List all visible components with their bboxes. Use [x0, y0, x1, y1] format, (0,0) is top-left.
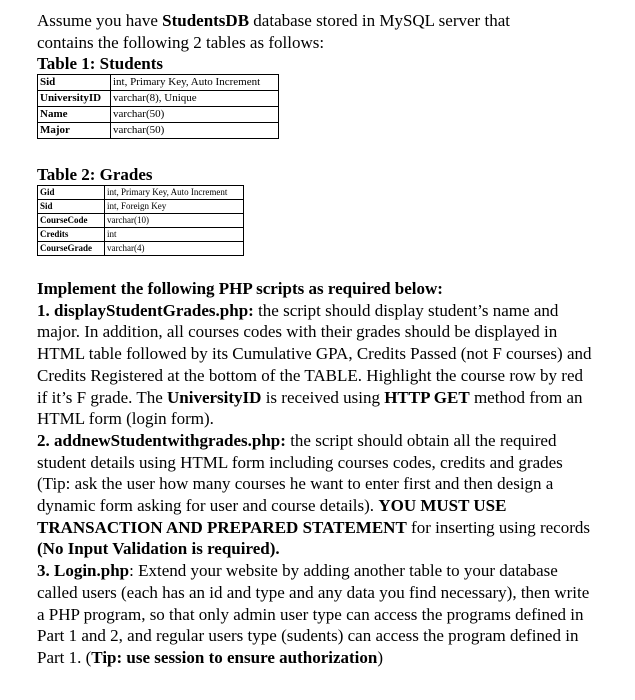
field-type: int, Primary Key, Auto Increment [105, 186, 244, 200]
item2-bold: YOU MUST USE TRANSACTION AND PREPARED STATEMENT [37, 496, 507, 537]
field-type: varchar(50) [111, 107, 279, 123]
spacer [37, 256, 617, 278]
intro-paragraph [37, 10, 567, 54]
item1-bold: HTTP GET [384, 387, 470, 407]
item1-text: the script should display student’s name and major. In addition, all courses codes with their grades should be displayed in HTML table followed by its Cumulative GPA, Credits Passed (not F courses) and Credits Registered at the bottom of the TABLE. Highlight the course row by red if it’s F grade. The [37, 300, 592, 407]
field-type: varchar(4) [105, 242, 244, 256]
field-type: varchar(50) [111, 123, 279, 139]
field-name: Name [38, 107, 111, 123]
field-name: Major [38, 123, 111, 139]
field-name: Gid [38, 186, 105, 200]
task-heading-text: Implement the following PHP scripts as required below: [37, 279, 443, 298]
table-row [38, 186, 244, 200]
field-type: varchar(8), Unique [111, 91, 279, 107]
field-type: varchar(10) [105, 214, 244, 228]
task-heading [37, 278, 597, 300]
field-name: CourseCode [38, 214, 105, 228]
table-row [38, 123, 279, 139]
item2-label: 2. addnewStudentwithgrades.php: [37, 430, 286, 450]
item1-text: is received using [261, 387, 385, 407]
field-name: UniversityID [38, 91, 111, 107]
item3-bold: Tip: use session to ensure authorization [91, 647, 378, 667]
intro-text: Assume you have [37, 11, 163, 30]
spacer [37, 139, 617, 165]
document-page [37, 10, 617, 669]
table1-caption: Table 1: Students [37, 54, 163, 73]
item2-text: for inserting using records [406, 517, 590, 537]
database-name: StudentsDB [162, 11, 250, 30]
field-type: int [105, 228, 244, 242]
grades-table [37, 185, 244, 256]
field-type: int, Primary Key, Auto Increment [111, 75, 279, 91]
table-row [38, 242, 244, 256]
intro-text-cont: database stored in MySQL server that contains the following 2 tables as follows: [37, 11, 510, 52]
field-name: Credits [38, 228, 105, 242]
task-item-1 [37, 300, 597, 430]
item1-text: method from an HTML form (login form). [37, 387, 583, 429]
field-type: int, Foreign Key [105, 200, 244, 214]
item2-bold: (No Input Validation is required). [37, 539, 280, 559]
item3-text: ) [377, 647, 384, 667]
item3-text: : Extend your website by adding another table to your database called users (each has an id and type and any data you find necessary), then write a PHP program, so that only admin user type can access the programs defined in Part 1 and 2, and regular users type (sudents) can access the program defined in Part 1. ( [37, 561, 590, 667]
task-item-2 [37, 430, 597, 560]
task-section [37, 278, 597, 669]
students-table [37, 74, 279, 139]
table2-caption: Table 2: Grades [37, 165, 153, 184]
table-row [38, 200, 244, 214]
item2-text: the script should obtain all the required student details using HTML form including courses codes, credits and grades (Tip: ask the user how many courses he want to enter first and then design a dynamic form asking for user and course details). [37, 430, 563, 516]
table-row [38, 107, 279, 123]
item1-bold: UniversityID [167, 387, 262, 407]
item1-label: 1. displayStudentGrades.php: [37, 300, 254, 320]
table-row [38, 91, 279, 107]
field-name: Sid [38, 200, 105, 214]
table-row [38, 75, 279, 91]
task-item-3 [37, 560, 597, 669]
table-row [38, 228, 244, 242]
table-row [38, 214, 244, 228]
item3-label: 3. Login.php [37, 561, 130, 581]
field-name: Sid [38, 75, 111, 91]
field-name: CourseGrade [38, 242, 105, 256]
